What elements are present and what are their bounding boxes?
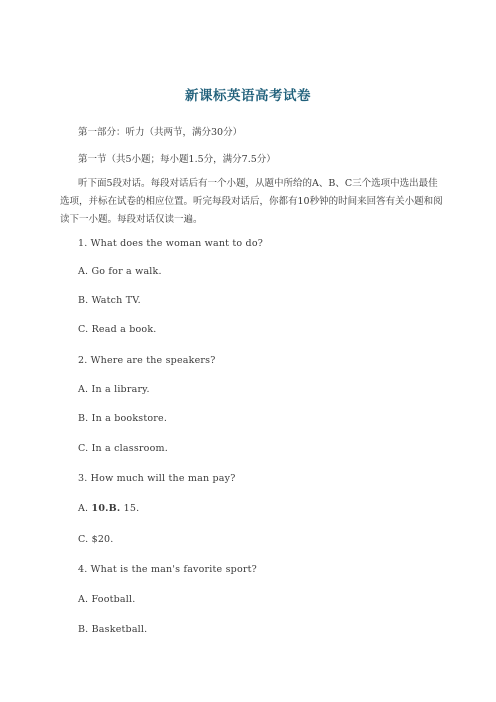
question-1-option-a: A. Go for a walk.: [78, 266, 162, 277]
section-heading: 第一节（共5小题；每小题1.5分，满分7.5分）: [78, 154, 276, 165]
question-3-option-ab: [78, 503, 139, 514]
question-2-stem: 2. Where are the speakers?: [78, 355, 216, 366]
option-a-prefix: A.: [78, 503, 92, 514]
question-3-option-c: C. $20.: [78, 534, 114, 545]
question-1-option-c: C. Read a book.: [78, 324, 157, 335]
question-4-option-b: B. Basketball.: [78, 624, 148, 635]
part-heading: 第一部分：听力（共两节，满分30分）: [78, 127, 243, 138]
option-a-bold-text: 10.B.: [91, 503, 121, 514]
instructions-paragraph: 听下面5段对话。每段对话后有一个小题，从题中所给的A、B、C三个选项中选出最佳选项，并标在试卷的相应位置。听完每段对话后，你都有10秒钟的时间来回答有关小题和阅读下一小题。每段对话仅读一遍。: [60, 178, 443, 225]
question-4-option-a: A. Football.: [78, 594, 136, 605]
question-3-stem: 3. How much will the man pay?: [78, 473, 236, 484]
page-title: 新课标英语高考试卷: [185, 88, 311, 104]
question-2-option-a: A. In a library.: [78, 384, 150, 395]
option-b-text: 15.: [120, 503, 140, 514]
question-4-stem: 4. What is the man's favorite sport?: [78, 564, 257, 575]
question-2-option-b: B. In a bookstore.: [78, 413, 168, 424]
question-1-stem: 1. What does the woman want to do?: [78, 238, 264, 249]
question-2-option-c: C. In a classroom.: [78, 443, 168, 454]
question-1-option-b: B. Watch TV.: [78, 295, 141, 306]
